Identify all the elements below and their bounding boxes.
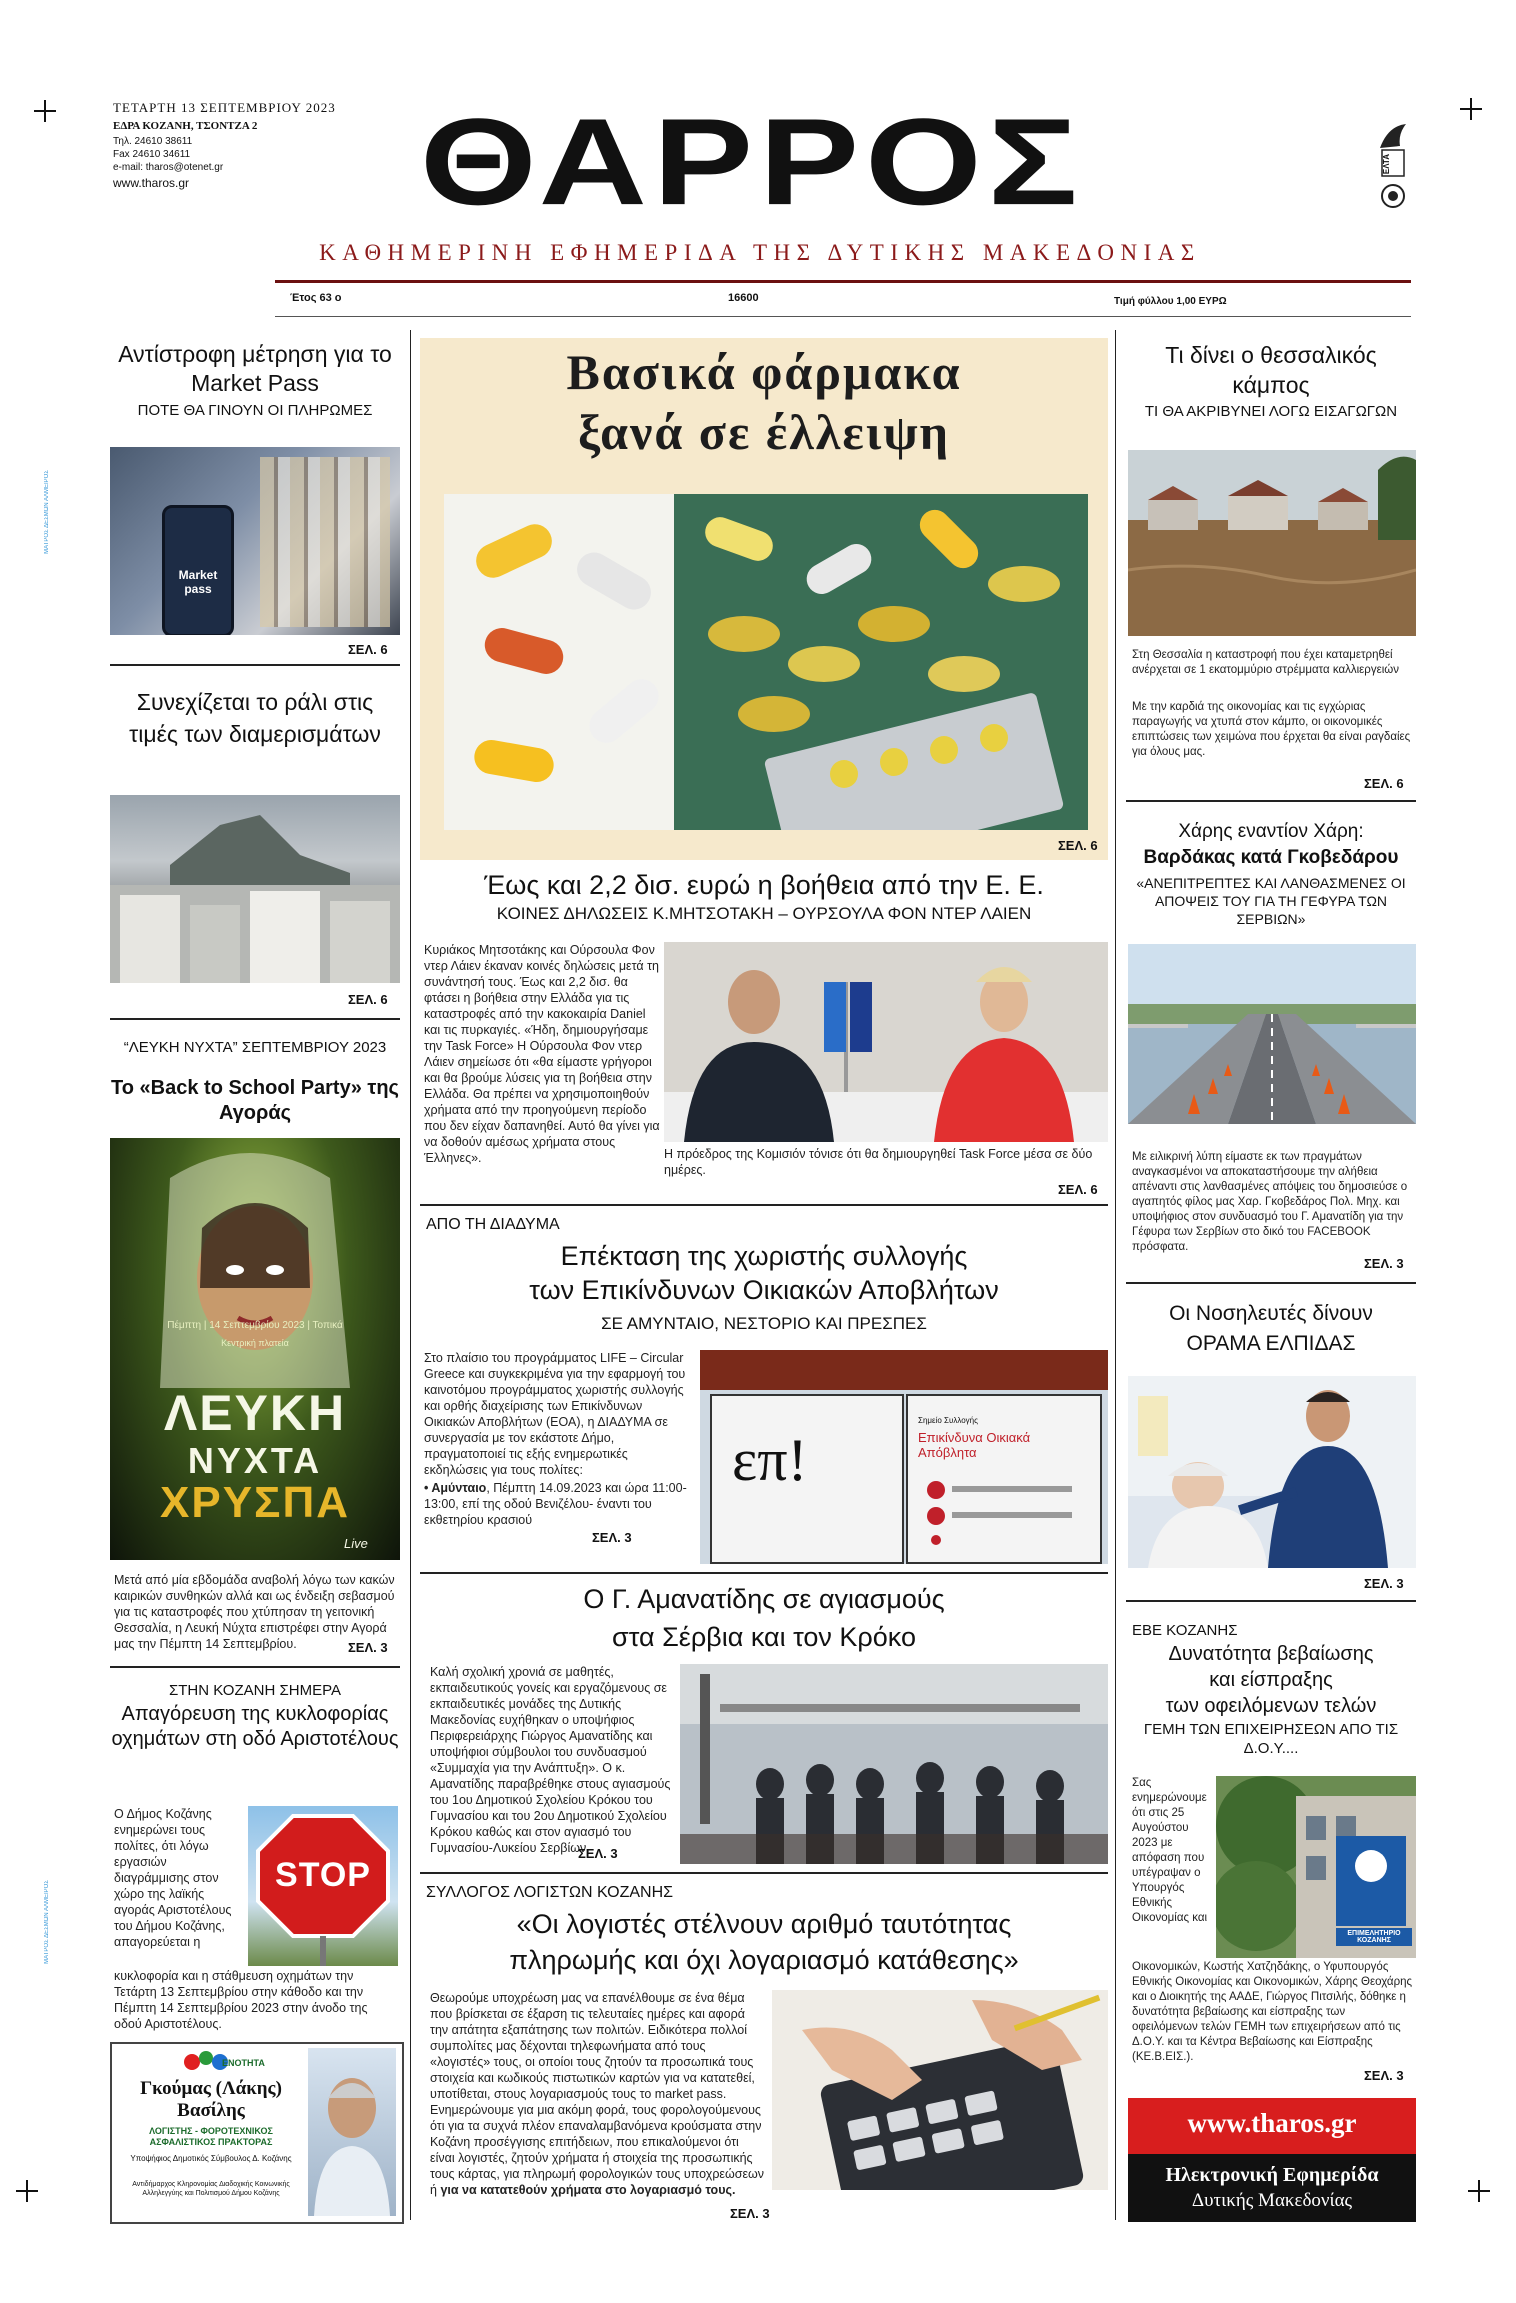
apartment-prices-headline[interactable]: Συνεχίζεται το ράλι στις τιμές των διαμερισμάτων [129, 689, 381, 747]
market-pass-photo [110, 447, 400, 635]
candidate-previous: Αντιδήμαρχος Κληρονομίας Διαδοχικής Κοινωνικής Αλληλεγγύης και Πολιτισμού Δήμου Κοζάνης [132, 2181, 290, 2197]
registration-mark [34, 100, 56, 122]
waste-subtitle: ΣΕ ΑΜΥΝΤΑΙΟ, ΝΕΣΤΟΡΙΟ ΚΑΙ ΠΡΕΣΠΕΣ [601, 1314, 927, 1333]
calculator-photo [772, 1990, 1108, 2190]
eu-aid-photo-caption: Η πρόεδρος της Κομισιόν τόνισε ότι θα δημιουργηθεί Task Force μέσα σε δύο ημέρες. [664, 1147, 1093, 1177]
accountants-headline-line1[interactable]: «Οι λογιστές στέλνουν αριθμό ταυτότητας [516, 1909, 1012, 1939]
traffic-body-cont: κυκλοφορία και η στάθμευση οχημάτων την Τετάρτη 13 Σεπτεμβρίου στην κάθοδο και την Πέμπτη 14 Σεπτεμβρίου 2023 στην άνοδο της οδού Αριστοτέλους. [114, 1969, 368, 2031]
column-rule [410, 330, 411, 2220]
section-rule [110, 1666, 400, 1668]
eu-aid-subtitle: ΚΟΙΝΕΣ ΔΗΛΩΣΕΙΣ Κ.ΜΗΤΣΟΤΑΚΗ – ΟΥΡΣΟΥΛΑ ΦΟΝ ΝΤΕΡ ΛΑΙΕΝ [496, 904, 1032, 923]
registration-mark [1468, 2180, 1490, 2202]
accountants-body-bold: για να κατατεθούν χρήματα στο λογαριασμό τους. [440, 2183, 736, 2197]
section-rule [1126, 1600, 1416, 1602]
traffic-body-intro: Ο Δήμος Κοζάνης ενημερώνει τους πολίτες, ότι λόγω εργασιών διαγράμμισης στον χώρο της λαϊκής αγοράς Αριστοτέλους του Δήμου Κοζάνης, απαγορεύεται η [114, 1807, 232, 1949]
promo-url[interactable]: www.tharos.gr [1187, 2108, 1357, 2138]
section-rule [110, 1018, 400, 1020]
side-print-marks: ΜΑΤΡΟΣ ΔΕΣΜΩΝ ΑΛΜΕΙΡΟΣ [44, 1880, 50, 1964]
poster-date: Πέμπτη | 14 Σεπτεμβρίου 2023 | Τοπικά [167, 1320, 343, 1331]
column-rule [1115, 330, 1116, 2220]
chamber-subtitle: ΓΕΜΗ ΤΩΝ ΕΠΙΧΕΙΡΗΣΕΩΝ ΑΠΟ ΤΙΣ Δ.Ο.Υ.... [1143, 1721, 1399, 1757]
page-ref[interactable]: ΣΕΛ. 3 [730, 2206, 770, 2221]
candidate-ad[interactable] [110, 2042, 404, 2224]
booth-text-small: Σημείο Συλλογής [918, 1416, 978, 1425]
elta-label: ΕΛΤΑ [1382, 154, 1391, 175]
accountants-body-text: Θεωρούμε υποχρέωση μας να επανέλθουμε σε ένα θέμα που βρίσκεται σε έξαρση τις τελευταίες ημέρες και αφορά την απάτητα εξαπάτησης των πολιτών. Ειδικότερα πολλοί συμπολίτες μας δέχονται τηλεφωνήματα από τους «λογιστές» τους, οι οποίοι τους ζητούν τα προσωπικά τους στοιχεία και κωδικούς πιστωτικών καρτών για να κατατεθεί, υποτίθεται, στους λογαριασμούς τους το market pass. Ενημερώνουμε για μια ακόμη φορά, τους φορολογούμενους ότι για τα συχνά πλέον επαναλαμβανόμενα κρούσματα στην Κοζάνη προσέγγισης επιτήδειων, που επικαλούμενοι ότι είναι λογιστές, ζητούν χρήματα ή στοιχεία της προσωπικής τους κάρτας, για πληρωμή φορολογικών τους υποχρεώσεων ή [430, 1991, 765, 2197]
waste-event-details: , Πέμπτη 14.09.2023 και ώρα 11:00-13:00, επί της οδού Βενιζέλου- έναντι του εκθετηρίου κρασιού [424, 1481, 687, 1527]
chamber-building-photo [1216, 1776, 1416, 1958]
accountants-headline-line2[interactable]: πληρωμής και όχι λογαριασμό κατάθεσης» [509, 1945, 1019, 1975]
stop-sign-photo [248, 1806, 398, 1966]
candidate-name: Γκούμας (Λάκης) [140, 2078, 282, 2099]
poster-title-night: ΝΥΧΤΑ [187, 1440, 323, 1481]
registration-mark [16, 2180, 38, 2202]
website-link[interactable]: www.tharos.gr [113, 176, 190, 190]
white-night-poster [110, 1138, 400, 1560]
athens-lycabettus-photo [110, 795, 400, 983]
party-name: ΕΝΟΤΗΤΑ [222, 2058, 265, 2068]
phone-screen-text: Market pass [178, 568, 218, 596]
poster-venue: Κεντρική πλατεία [221, 1338, 289, 1348]
blessing-headline-line2[interactable]: στα Σέρβια και τον Κρόκο [612, 1622, 916, 1652]
page-ref[interactable]: ΣΕΛ. 3 [578, 1846, 618, 1861]
nurses-headline-line1[interactable]: Οι Νοσηλευτές δίνουν [1169, 1302, 1373, 1325]
waste-kicker: ΑΠΟ ΤΗ ΔΙΑΔΥΜΑ [426, 1216, 560, 1233]
thessaly-body-1: Στη Θεσσαλία η καταστροφή που έχει καταμετρηθεί ανέρχεται σε 1 εκατομμύριο στρέμματα καλλιεργειών [1132, 649, 1399, 676]
promo-line1: Ηλεκτρονική Εφημερίδα [1165, 2164, 1379, 2186]
blessing-body: Καλή σχολική χρονιά σε μαθητές, εκπαιδευτικούς γονείς και εργαζόμενους σε εκπαιδευτικές μονάδες της Δυτικής Μακεδονίας ευχήθηκαν ο υποψήφιος Περιφερειάρχης Γιώργος Αμανατίδης και υποψήφιοι σύμβουλοι του συνδυασμού «Συμμαχία για την Ανάπτυξη». Ο κ. Αμανατίδης παραβρέθηκε στους αγιασμούς του 1ου Δημοτικού Σχολείου Κρόκου του Γυμνασίου και του 2ου Δημοτικού Σχολείου Κρόκου καθώς και στον αγιασμό του Γυμνασίου-Λυκείου Σερβίων. [430, 1665, 671, 1855]
chamber-sign: ΕΠΙΜΕΛΗΤΗΡΙΟ ΚΟΖΑΝΗΣ [1336, 1928, 1412, 1946]
waste-event-town: • Αμύνταιο [424, 1481, 487, 1495]
elta-stamp [1376, 120, 1410, 210]
candidate-role: ΛΟΓΙΣΤΗΣ - ΦΟΡΟΤΕΧΝΙΚΟΣ ΑΣΦΑΛΙΣΤΙΚΟΣ ΠΡΑΚΤΟΡΑΣ [149, 2126, 273, 2147]
header-rule [275, 280, 1411, 283]
page-ref[interactable]: ΣΕΛ. 6 [348, 992, 388, 1007]
page-ref[interactable]: ΣΕΛ. 3 [348, 1640, 388, 1655]
chamber-kicker: ΕΒΕ ΚΟΖΑΝΗΣ [1132, 1622, 1238, 1639]
fax: Fax 24610 34611 [113, 149, 191, 160]
blessing-headline-line1[interactable]: Ο Γ. Αμανατίδης σε αγιασμούς [583, 1584, 945, 1614]
nurse-patient-photo [1128, 1376, 1416, 1568]
waste-headline-line1[interactable]: Επέκταση της χωριστής συλλογής [560, 1241, 968, 1271]
bridge-body: Με ειλικρινή λύπη είμαστε εκ των πραγμάτων αναγκασμένοι να αποκαταστήσουμε την αλήθεια απέναντι στις λανθασμένες απόψεις του δημοσιεύσε ο αγαπητός φίλος μας Χαρ. Γκοβεδάρος Πολ. Μηχ. και υποψήφιος στον συνδυασμό του Γ. Αμανατίδη για την Γέφυρα των Σερβίων στο δικό του FACEBOOK πρόσφατα. [1132, 1151, 1408, 1253]
page-ref[interactable]: ΣΕΛ. 6 [1364, 776, 1404, 791]
accountants-kicker: ΣΥΛΛΟΓΟΣ ΛΟΓΙΣΤΩΝ ΚΟΖΑΝΗΣ [426, 1884, 674, 1901]
section-rule [110, 664, 400, 666]
traffic-headline[interactable]: Απαγόρευση της κυκλοφορίας οχημάτων στη οδό Αριστοτέλους [111, 1703, 399, 1750]
promo-line2: Δυτικής Μακεδονίας [1191, 2190, 1353, 2211]
promo-box[interactable] [1128, 2098, 1416, 2222]
issue-date: ΤΕΤΑΡΤΗ 13 ΣΕΠΤΕΜΒΡΙΟΥ 2023 [113, 100, 336, 115]
accountants-body [430, 1990, 766, 2198]
eu-aid-headline[interactable]: Έως και 2,2 δισ. ευρώ η βοήθεια από την Ε. Ε. [484, 870, 1044, 900]
page-ref[interactable]: ΣΕΛ. 3 [1364, 1256, 1404, 1271]
address: ΕΔΡΑ ΚΟΖΑΝΗ, ΤΣΟΝΤΖΑ 2 [113, 120, 258, 132]
header-subrule [275, 316, 1411, 317]
poster-title-white: ΛΕΥΚΗ [163, 1385, 347, 1441]
thessaly-flood-photo [1128, 450, 1416, 636]
page-ref[interactable]: ΣΕΛ. 6 [1058, 838, 1098, 853]
thessaly-body-2: Με την καρδιά της οικονομίας και τις εγχώριας παραγωγής να χτυπά στον κάμπο, οι οικονομικές επιπτώσεις των χειμώνα που έρχεται θα είναι ραγδαίες για όλους μας. [1132, 701, 1411, 758]
lead-headline-line2[interactable]: ξανά σε έλλειψη [578, 404, 950, 460]
pills-photo [444, 494, 1088, 830]
poster-live: Live [344, 1536, 368, 1551]
chamber-body-cont: Οικονομικών, Κωστής Χατζηδάκης, ο Υφυπουργός Εθνικής Οικονομίας και Οικονομικών, Χάρης Θεοχάρης και ο Διοικητής της ΑΑΔΕ, Γιώργος Πιτσιλής, δόθηκε η δυνατότητα βεβαίωσης και είσπραξης των οφειλόμενων τελών ΓΕΜΗ των επιχειρήσεων από τις Δ.Ο.Υ. και τα Κέντρα Βεβαίωσης και Είσπραξης (ΚΕ.Β.ΕΙΣ.). [1132, 1961, 1413, 2063]
bridge-headline-line2[interactable]: Βαρδάκας κατά Γκοβεδάρου [1143, 847, 1399, 868]
white-night-body: Μετά από μία εβδομάδα αναβολή λόγω των κακών καιρικών συνθηκών αλλά και ως ένδειξη σεβασμού για τις καταστροφές που χτύπησαν τη γειτονική Θεσσαλία, η Λευκή Νύχτα επιστρέφει στην Αγορά μας την Πέμπτη 14 Σεπτεμβρίου. [114, 1573, 395, 1651]
chamber-headline-line1[interactable]: Δυνατότητα βεβαίωσης [1168, 1643, 1374, 1665]
page-ref[interactable]: ΣΕΛ. 3 [1364, 2068, 1404, 2083]
registration-mark [1460, 98, 1482, 120]
traffic-kicker: ΣΤΗΝ ΚΟΖΑΝΗ ΣΗΜΕΡΑ [169, 1682, 341, 1699]
side-print-marks: ΜΑΤΡΟΣ ΔΕΣΜΩΝ ΑΛΜΕΙΡΟΣ [44, 470, 50, 554]
booth-panel-right [906, 1394, 1102, 1564]
bridge-subtitle: «ΑΝΕΠΙΤΡΕΠΤΕΣ ΚΑΙ ΛΑΝΘΑΣΜΕΝΕΣ ΟΙ ΑΠΟΨΕΙΣ ΤΟΥ ΓΙΑ ΤΗ ΓΕΦΥΡΑ ΤΩΝ ΣΕΡΒΙΩΝ» [1136, 875, 1406, 927]
servia-bridge-photo [1128, 944, 1416, 1124]
candidate-photo [308, 2048, 396, 2216]
mitsotakis-von-der-leyen-photo [664, 942, 1108, 1142]
candidate-position: Υποψήφιος Δημοτικός Σύμβουλος Δ. Κοζάνης [130, 2154, 292, 2163]
stop-sign-text: STOP [275, 1856, 371, 1894]
booth-panel-left [710, 1394, 904, 1564]
phone: Τηλ. 24610 38611 [113, 136, 193, 147]
chamber-headline-line3[interactable]: των οφειλόμενων τελών [1165, 1695, 1377, 1717]
page-ref[interactable]: ΣΕΛ. 3 [592, 1530, 632, 1545]
page-ref[interactable]: ΣΕΛ. 3 [1364, 1576, 1404, 1591]
eu-aid-body: Κυριάκος Μητσοτάκης και Ούρσουλα Φον ντερ Λάιεν έκαναν κοινές δηλώσεις μετά τη συνάντησή τους. Έως και 2,2 δισ. θα φτάσει η βοήθεια στην Ελλάδα για τις καταστροφές από την κακοκαιρία Daniel και τις πυρκαγιές. «Ήδη, δημιουργήσαμε την Task Force» Η Ούρσουλα Φον ντερ Λάιεν σημείωσε ότι «θα είμαστε γρήγοροι και θα βρούμε λύσεις για τη βοήθεια στην Ελλάδα. Θα πρέπει να χρησιμοποιηθούν χρήματα από την προηγούμενη περίοδο που δεν είχαν δαπανηθεί. Αυτό θα γίνει για να δοθούν αμέσως χρήματα στους Έλληνες». [424, 943, 660, 1165]
booth-logo: επ! [732, 1427, 808, 1493]
page-ref[interactable]: ΣΕΛ. 6 [348, 642, 388, 657]
thessaly-subtitle: ΤΙ ΘΑ ΑΚΡΙΒΥΝΕΙ ΛΟΓΩ ΕΙΣΑΓΩΓΩΝ [1144, 403, 1398, 420]
masthead-logo: ΘΑΡΡΟΣ [420, 92, 1084, 231]
white-night-kicker: “ΛΕΥΚΗ ΝΥΧΤΑ” ΣΕΠΤΕΜΒΡΙΟΥ 2023 [123, 1039, 387, 1056]
page-ref[interactable]: ΣΕΛ. 6 [1058, 1182, 1098, 1197]
volume-year: Έτος 63 ο [290, 292, 342, 304]
bridge-headline-line1[interactable]: Χάρης εναντίον Χάρη: [1178, 821, 1364, 842]
tagline: ΚΑΘΗΜΕΡΙΝΗ ΕΦΗΜΕΡΙΔΑ ΤΗΣ ΔΥΤΙΚΗΣ ΜΑΚΕΔΟΝΙΑΣ [319, 240, 1201, 265]
candidate-surname: Βασίλης [177, 2100, 245, 2121]
collection-booth-photo [700, 1350, 1108, 1564]
white-night-headline[interactable]: To «Back to School Party» της Αγοράς [111, 1077, 399, 1124]
booth-hazard-icons [918, 1476, 1088, 1546]
supermarket-shelves [260, 457, 390, 627]
nurses-headline-line2[interactable]: ΟΡΑΜΑ ΕΛΠΙΔΑΣ [1186, 1332, 1356, 1355]
school-blessing-photo [680, 1664, 1108, 1864]
section-rule [420, 1204, 1108, 1206]
thessaly-headline[interactable]: Τι δίνει ο θεσσαλικός κάμπος [1165, 342, 1377, 398]
waste-body: Στο πλαίσιο του προγράμματος LIFE – Circular Greece και συγκεκριμένα για την εφαρμογή του καινοτόμου προγράμματος χωριστής συλλογής και ορθής διαχείρισης των Επικίνδυνων Οικιακών Αποβλήτων (ΕΟΑ), η ΔΙΑΔΥΜΑ σε συνεργασία με τον εκάστοτε Δήμο, πραγματοποιεί τις εξής ενημερωτικές εκδηλώσεις για τους πολίτες: [424, 1351, 686, 1477]
chamber-body-intro: Σας ενημερώνουμε ότι στις 25 Αυγούστου 2023 με απόφαση που υπέγραψαν ο Υπουργός Εθνικής Οικονομίας και [1132, 1777, 1208, 1924]
waste-headline-line2[interactable]: των Επικίνδυνων Οικιακών Αποβλήτων [529, 1275, 999, 1305]
chamber-headline-line2[interactable]: και είσπραξης [1209, 1669, 1333, 1691]
section-rule [1126, 1282, 1416, 1284]
section-rule [420, 1872, 1108, 1874]
waste-event-bullet [424, 1480, 692, 1528]
email: e-mail: tharos@otenet.gr [113, 162, 224, 173]
issue-number: 16600 [728, 292, 759, 304]
section-rule [420, 1572, 1108, 1574]
lead-headline-line1[interactable]: Βασικά φάρμακα [566, 344, 962, 400]
market-pass-subtitle: ΠΟΤΕ ΘΑ ΓΙΝΟΥΝ ΟΙ ΠΛΗΡΩΜΕΣ [137, 402, 373, 419]
section-rule [1126, 800, 1416, 802]
phone-image [162, 505, 234, 635]
price: Τιμή φύλλου 1,00 ΕΥΡΩ [1114, 296, 1227, 307]
booth-roof [700, 1350, 1108, 1390]
booth-text-big: Επικίνδυνα Οικιακά Απόβλητα [918, 1430, 1031, 1460]
poster-artist: ΧΡΥΣΠΑ [160, 1478, 350, 1527]
market-pass-headline[interactable]: Αντίστροφη μέτρηση για το Market Pass [118, 341, 392, 396]
